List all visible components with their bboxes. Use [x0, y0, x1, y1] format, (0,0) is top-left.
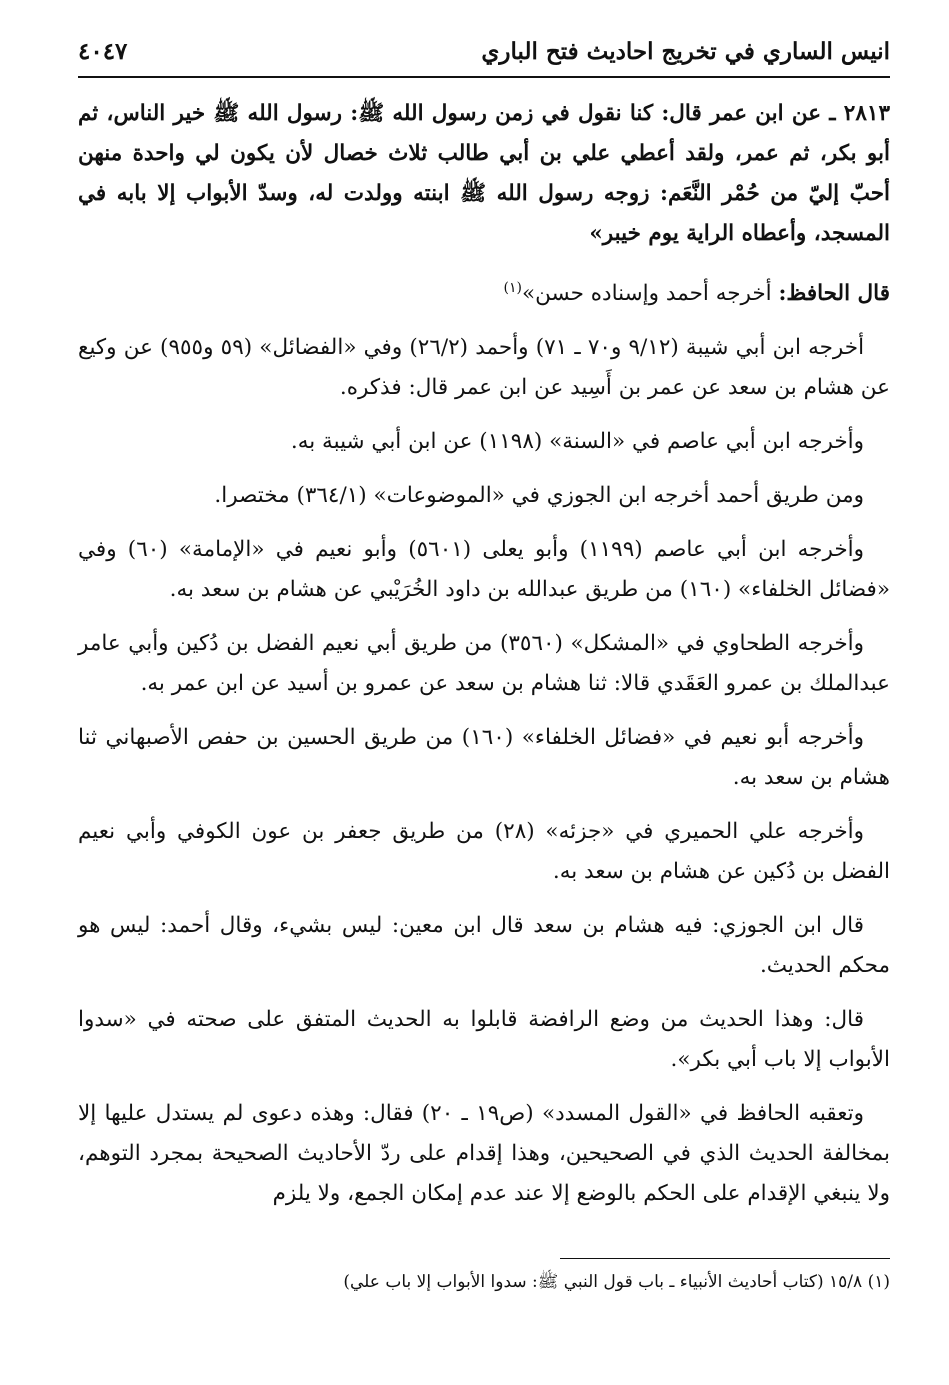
hadith-number: ٢٨١٣: [843, 101, 890, 126]
paragraph: وأخرجه الطحاوي في «المشكل» (٣٥٦٠) من طريق أبي نعيم الفضل بن دُكين وأبي عامر عبدالملك بن عمرو العَقَدي قالا: ثنا هشام بن سعد عن عمرو بن أسيد عن ابن عمر به.: [78, 631, 890, 697]
page-number: ٤٠٤٧: [78, 38, 128, 65]
paragraph: أخرجه ابن أبي شيبة (٩/١٢ و٧٠ ـ ٧١) وأحمد (٢٦/٢) وفي «الفضائل» (٥٩ و٩٥٥) عن وكيع عن هشام بن سعد عن عمر بن أَسِيد عن ابن عمر قال: فذكره.: [78, 335, 890, 401]
paragraph: وتعقبه الحافظ في «القول المسدد» (ص١٩ ـ ٢٠) فقال: وهذه دعوى لم يستدل عليها إلا بمخالفة الحديث الذي في الصحيحين، وهذا إقدام على ردّ الأحاديث الصحيحة بمجرد التوهم، ولا ينبغي الإقدام على الحكم بالوضع إلا عند عدم إمكان الجمع، ولا يلزم: [78, 1101, 890, 1207]
paragraph: وأخرجه علي الحميري في «جزئه» (٢٨) من طريق جعفر بن عون الكوفي وأبي نعيم الفضل بن دُكين عن هشام بن سعد به.: [78, 819, 890, 885]
paragraph: قال ابن الجوزي: فيه هشام بن سعد قال ابن معين: ليس بشيء، وقال أحمد: ليس هو محكم الحديث.: [78, 913, 890, 979]
hafiz-verdict: [78, 268, 890, 314]
page: [78, 36, 890, 1356]
footnote: (١) ١٥/٨ (كتاب أحاديث الأنبياء ـ باب قول النبي ﷺ: سدوا الأبواب إلا باب علي): [343, 1272, 890, 1292]
paragraph: ومن طريق أحمد أخرجه ابن الجوزي في «الموضوعات» (٣٦٤/١) مختصرا.: [214, 483, 864, 509]
hafiz-text: أخرجه أحمد وإسناده حسن»: [521, 281, 772, 307]
main-text: [78, 94, 890, 1214]
footnote-marker: (١): [503, 280, 522, 296]
paragraph: وأخرجه ابن أبي عاصم في «السنة» (١١٩٨) عن ابن أبي شيبة به.: [290, 429, 864, 455]
paragraph: وأخرجه أبو نعيم في «فضائل الخلفاء» (١٦٠) من طريق الحسين بن حفص الأصبهاني ثنا هشام بن سعد به.: [78, 725, 890, 791]
book-title: انيس الساري في تخريج احاديث فتح الباري: [481, 38, 890, 65]
hadith-body: ـ عن ابن عمر قال: كنا نقول في زمن رسول الله ﷺ: رسول الله ﷺ خير الناس، ثم أبو بكر، ثم عمر، ولقد أعطي علي بن أبي طالب ثلاث خصال لأن يكون لي واحدة منهن أحبّ إليّ من حُمْر النَّعَم: زوجه رسول الله ﷺ ابنته وولدت له، وسدّ الأبواب إلا بابه في المسجد، وأعطاه الراية يوم خيبر»: [78, 101, 890, 246]
running-header: [78, 36, 890, 78]
paragraph: قال: وهذا الحديث من وضع الرافضة قابلوا به الحديث المتفق على صحته في «سدوا الأبواب إلا باب أبي بكر».: [78, 1007, 890, 1073]
paragraph: وأخرجه ابن أبي عاصم (١١٩٩) وأبو يعلى (٥٦٠١) وأبو نعيم في «الإمامة» (٦٠) وفي «فضائل الخلفاء» (١٦٠) من طريق عبدالله بن داود الخُرَيْبي عن هشام بن سعد به.: [78, 537, 890, 603]
hadith-text: [78, 94, 890, 254]
hafiz-label: قال الحافظ:: [778, 281, 890, 307]
footnote-divider: [560, 1258, 890, 1259]
